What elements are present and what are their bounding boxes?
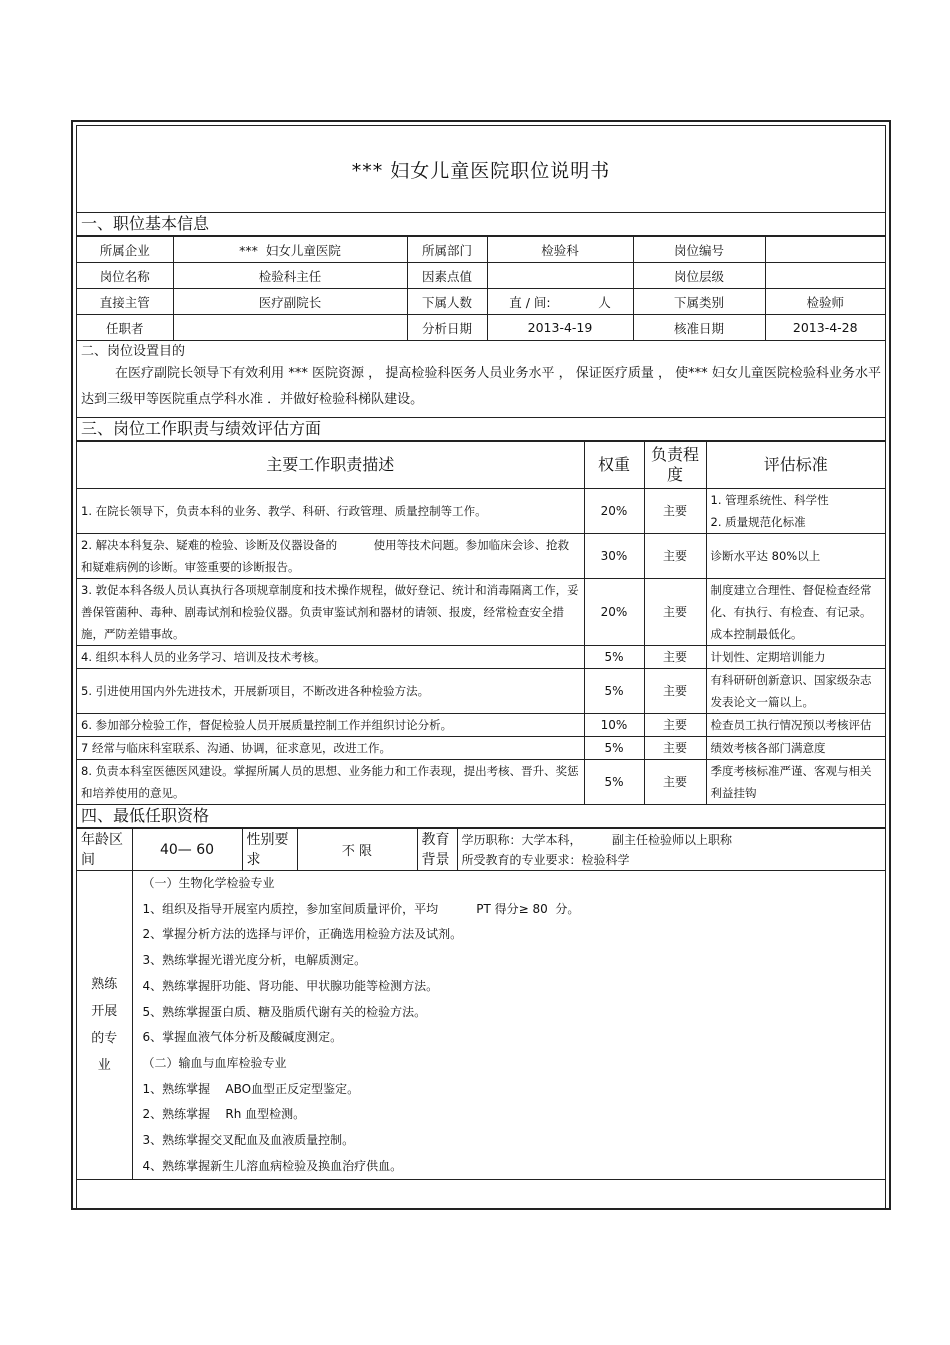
duty-description: 5. 引进使用国内外先进技术，开展新项目，不断改进各种检验方法。 xyxy=(77,669,584,714)
duty-description: 3. 敦促本科各级人员认真执行各项规章制度和技术操作规程，做好登记、统计和消毒隔离工作，妥善保管菌种、毒种、剧毒试剂和检验仪器。负责审鉴试剂和器材的请领、报废，经常检查安全措施，严防差错事故。 xyxy=(77,579,584,646)
basic-info-value: 医疗副院长 xyxy=(173,289,407,315)
duty-level: 主要 xyxy=(644,760,706,805)
basic-info-value xyxy=(487,263,633,289)
skill-item: 6、掌握血液气体分析及酸碱度测定。 xyxy=(142,1030,343,1045)
sex-value: 不 限 xyxy=(297,829,417,871)
duty-description: 6. 参加部分检验工作，督促检验人员开展质量控制工作并组织讨论分析。 xyxy=(77,714,584,737)
purpose-text: 在医疗副院长领导下有效利用 *** 医院资源 ， 提高检验科医务人员业务水平 ， 保证医疗质量 ， 使*** 妇女儿童医院检验科业务水平达到三级甲等医院重点学科水准 ．并做好检验科梯队建设。 xyxy=(81,366,881,407)
duty-description: 4. 组织本科人员的业务学习、培训及技术考核。 xyxy=(77,646,584,669)
basic-info-value xyxy=(173,315,407,341)
duty-level: 主要 xyxy=(644,579,706,646)
basic-info-value: 2013-4-19 xyxy=(487,315,633,341)
duty-weight: 30% xyxy=(584,534,644,579)
duty-row xyxy=(77,714,885,737)
skill-item: 2、熟练掌握 Rh 血型检测。 xyxy=(142,1107,306,1122)
basic-info-value: 检验师 xyxy=(765,289,885,315)
duty-weight: 20% xyxy=(584,489,644,534)
skills-label: 熟练开展的专业 xyxy=(77,871,132,1180)
basic-info-label: 因素点值 xyxy=(407,263,487,289)
basic-info-value: 检验科主任 xyxy=(173,263,407,289)
duty-row xyxy=(77,646,885,669)
basic-info-label: 核准日期 xyxy=(633,315,765,341)
document-frame xyxy=(76,125,886,1208)
basic-info-value: 直 / 间: 人 xyxy=(487,289,633,315)
basic-info-value xyxy=(765,263,885,289)
duty-weight: 20% xyxy=(584,579,644,646)
age-value: 40— 60 xyxy=(132,829,242,871)
duty-row xyxy=(77,737,885,760)
duty-weight: 5% xyxy=(584,737,644,760)
skill-item: 1、组织及指导开展室内质控，参加室间质量评价，平均 PT 得分≥ 80 分。 xyxy=(142,901,580,916)
duty-header-standard: 评估标准 xyxy=(706,442,885,489)
skill-item: 4、熟练掌握新生儿溶血病检验及换血治疗供血。 xyxy=(142,1158,403,1173)
basic-info-label: 任职者 xyxy=(77,315,173,341)
duty-standard: 检查员工执行情况预以考核评估 xyxy=(706,714,885,737)
duty-table xyxy=(77,441,885,805)
duty-weight: 5% xyxy=(584,760,644,805)
purpose-section xyxy=(77,341,885,418)
skill-item: 1、熟练掌握 ABO血型正反定型鉴定。 xyxy=(142,1081,360,1096)
duty-row xyxy=(77,489,885,534)
education-label: 教育背景 xyxy=(417,829,457,871)
skills-cell xyxy=(132,871,885,1180)
section2-heading: 二、岗位设置目的 xyxy=(81,344,186,359)
skills-row xyxy=(77,871,885,1180)
basic-info-row xyxy=(77,315,885,341)
basic-info-row xyxy=(77,263,885,289)
skill-item: 5、熟练掌握蛋白质、糖及脂质代谢有关的检验方法。 xyxy=(142,1004,427,1019)
section3-heading: 三、岗位工作职责与绩效评估方面 xyxy=(77,418,885,441)
duty-level: 主要 xyxy=(644,714,706,737)
age-label: 年龄区间 xyxy=(77,829,132,871)
education-major: 所受教育的专业要求：检验科学 xyxy=(461,852,630,867)
skill-item: （一）生物化学检验专业 xyxy=(142,876,275,890)
basic-info-label: 所属企业 xyxy=(77,237,173,263)
skill-item: （二）输血与血库检验专业 xyxy=(142,1055,287,1070)
duty-weight: 5% xyxy=(584,646,644,669)
duty-row xyxy=(77,534,885,579)
section4-heading: 四、最低任职资格 xyxy=(77,805,885,828)
duty-level: 主要 xyxy=(644,489,706,534)
qualification-table xyxy=(77,828,885,1180)
skill-item: 2、掌握分析方法的选择与评价，正确选用检验方法及试剂。 xyxy=(142,927,463,942)
duty-level: 主要 xyxy=(644,646,706,669)
duty-standard: 计划性、定期培训能力 xyxy=(706,646,885,669)
basic-info-label: 下属类别 xyxy=(633,289,765,315)
basic-info-label: 下属人数 xyxy=(407,289,487,315)
duty-weight: 10% xyxy=(584,714,644,737)
duty-header-level: 负责程度 xyxy=(644,442,706,489)
basic-info-row xyxy=(77,289,885,315)
duty-level: 主要 xyxy=(644,737,706,760)
skill-item: 3、熟练掌握交叉配血及血液质量控制。 xyxy=(142,1133,355,1148)
basic-info-label: 岗位编号 xyxy=(633,237,765,263)
duty-weight: 5% xyxy=(584,669,644,714)
basic-info-label: 岗位层级 xyxy=(633,263,765,289)
skill-item: 3、熟练掌握光谱光度分析，电解质测定。 xyxy=(142,953,367,968)
duty-description: 1. 在院长领导下，负责本科的业务、教学、科研、行政管理、质量控制等工作。 xyxy=(77,489,584,534)
duty-standard: 制度建立合理性、督促检查经常化、有执行、有检查、有记录。成本控制最低化。 xyxy=(706,579,885,646)
duty-header-weight: 权重 xyxy=(584,442,644,489)
duty-description: 2. 解决本科复杂、疑难的检验、诊断及仪器设备的 使用等技术问题。参加临床会诊、抢救和疑难病例的诊断。审签重要的诊断报告。 xyxy=(77,534,584,579)
basic-info-label: 分析日期 xyxy=(407,315,487,341)
basic-info-table xyxy=(77,236,885,341)
duty-standard: 绩效考核各部门满意度 xyxy=(706,737,885,760)
duty-description: 7 经常与临床科室联系、沟通、协调，征求意见，改进工作。 xyxy=(77,737,584,760)
basic-info-label: 岗位名称 xyxy=(77,263,173,289)
document-title: *** 妇女儿童医院职位说明书 xyxy=(77,126,885,213)
basic-info-row xyxy=(77,237,885,263)
duty-row xyxy=(77,669,885,714)
duty-header-row xyxy=(77,442,885,489)
duty-standard: 季度考核标准严谨、客观与相关利益挂钩 xyxy=(706,760,885,805)
qualification-row xyxy=(77,829,885,871)
skills-list xyxy=(133,871,886,1179)
sex-label: 性别要求 xyxy=(242,829,297,871)
duty-level: 主要 xyxy=(644,534,706,579)
duty-level: 主要 xyxy=(644,669,706,714)
duty-standard: 有科研研创新意识、国家级杂志发表论文一篇以上。 xyxy=(706,669,885,714)
duty-row xyxy=(77,760,885,805)
duty-description: 8. 负责本科室医德医风建设。掌握所属人员的思想、业务能力和工作表现，提出考核、晋升、奖惩和培养使用的意见。 xyxy=(77,760,584,805)
basic-info-label: 直接主管 xyxy=(77,289,173,315)
duty-header-desc: 主要工作职责描述 xyxy=(77,442,584,489)
section1-heading: 一、职位基本信息 xyxy=(77,213,885,236)
duty-standard: 1. 管理系统性、科学性 2. 质量规范化标准 xyxy=(706,489,885,534)
basic-info-value: 检验科 xyxy=(487,237,633,263)
basic-info-value: *** 妇女儿童医院 xyxy=(173,237,407,263)
basic-info-label: 所属部门 xyxy=(407,237,487,263)
education-degree: 学历职称：大学本科， 副主任检验师以上职称 xyxy=(461,832,733,847)
skill-item: 4、熟练掌握肝功能、肾功能、甲状腺功能等检测方法。 xyxy=(142,978,439,993)
job-description-document xyxy=(71,120,891,1210)
duty-row xyxy=(77,579,885,646)
education-value xyxy=(457,829,885,871)
basic-info-value: 2013-4-28 xyxy=(765,315,885,341)
basic-info-value xyxy=(765,237,885,263)
duty-standard: 诊断水平达 80%以上 xyxy=(706,534,885,579)
